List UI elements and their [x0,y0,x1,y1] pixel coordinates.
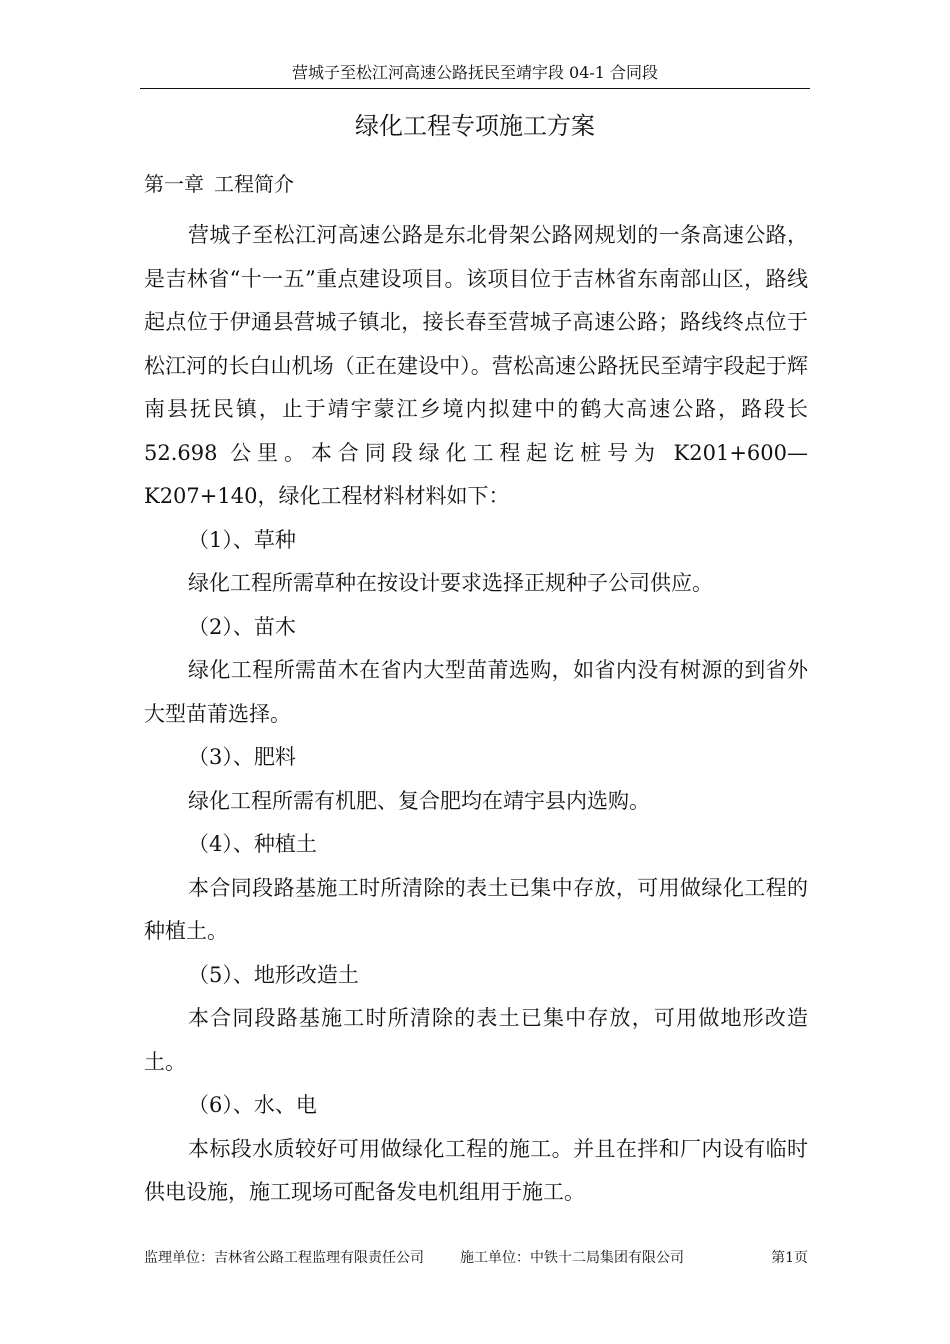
item-heading-planting-soil: （4）、种植土 [188,832,317,856]
footer-page-number: 第1页 [771,1250,808,1266]
item-heading-seedlings: （2）、苗木 [188,614,296,639]
item-heading-water-power: （6）、水、电 [188,1093,317,1117]
item-text-terrain-soil: 本合同段路基施工时所清除的表土已集中存放，可用做地形改造土。 [144,1006,808,1074]
document-body [144,214,808,1215]
item-heading-grass-seed: （1）、草种 [188,527,296,552]
header-divider [140,88,810,89]
item-text-water-power: 本标段水质较好可用做绿化工程的施工。并且在拌和厂内设有临时供电设施，施工现场可配备发电机组用于施工。 [144,1136,808,1204]
running-header: 营城子至松江河高速公路抚民至靖宇段 04-1 合同段 [291,63,659,82]
chapter-heading [144,170,294,198]
item-heading-terrain-soil: （5）、地形改造土 [188,962,359,987]
chapter-number: 第一章 [144,172,204,196]
item-text-fertilizer: 绿化工程所需有机肥、复合肥均在靖宇县内选购。 [188,788,650,813]
item-text-seedlings: 绿化工程所需苗木在省内大型苗莆选购，如省内没有树源的到省外大型苗莆选择。 [144,658,808,726]
document-title: 绿化工程专项施工方案 [355,112,595,140]
footer-supervisor: 监理单位：吉林省公路工程监理有限责任公司 [144,1250,424,1266]
item-text-grass-seed: 绿化工程所需草种在按设计要求选择正规种子公司供应。 [188,571,713,595]
footer-contractor: 施工单位：中铁十二局集团有限公司 [460,1250,684,1266]
item-text-planting-soil: 本合同段路基施工时所清除的表土已集中存放，可用做绿化工程的种植土。 [144,875,808,943]
item-heading-fertilizer: （3）、肥料 [188,745,296,769]
chapter-title: 工程简介 [214,172,294,196]
intro-paragraph: 营城子至松江河高速公路是东北骨架公路网规划的一条高速公路，是吉林省“十一五”重点建设项目。该项目位于吉林省东南部山区，路线起点位于伊通县营城子镇北，接长春至营城子高速公路；路线终点位于松江河的长白山机场（正在建设中）。营松高速公路抚民至靖宇段起于辉南县抚民镇，止于靖宇蒙江乡境内拟建中的鹤大高速公路，路段长 52.698 公里。本合同段绿化工程起讫桩号为 K201+600—K207+140，绿化工程材料材料如下： [144,223,808,508]
